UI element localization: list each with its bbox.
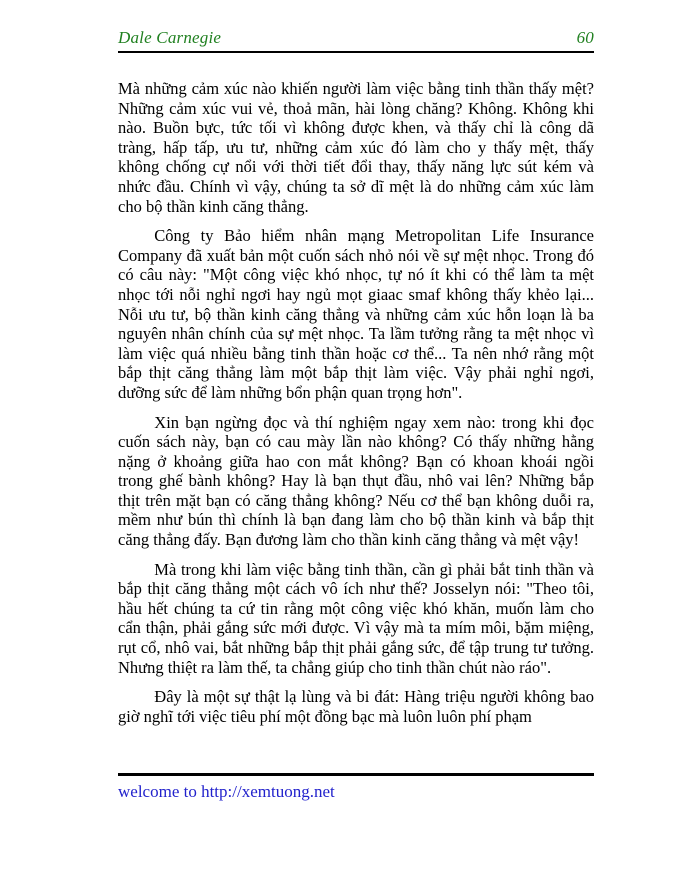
footer-link[interactable]: welcome to http://xemtuong.net	[118, 782, 335, 801]
paragraph-1: Mà những cảm xúc nào khiến người làm việc bằng tinh thần thấy mệt? Những cảm xúc vui vẻ, thoả mãn, hài lòng chăng? Không. Không khi nào. Buồn bực, tức tối vì không được khen, và thấy chỉ là công dã tràng, hấp tấp, ưu tư, những cảm xúc đó làm cho y thấy mệt, thấy không chống cự nổi với thời tiết đổi thay, thấy năng lực sút kém và nhức đầu. Chính vì vậy, chúng ta sở dĩ mệt là do những cảm xúc làm cho bộ thần kinh căng thẳng.	[118, 79, 594, 216]
page-footer	[118, 773, 594, 802]
header-author: Dale Carnegie	[118, 28, 222, 47]
paragraph-2: Công ty Bảo hiểm nhân mạng Metropolitan Life Insurance Company đã xuất bản một cuốn sách nhỏ nói về sự mệt nhọc. Trong đó có câu này: "Một công việc khó nhọc, tự nó ít khi có thể làm ta mệt nhọc tới nỗi nghỉ ngơi hay ngủ mọt giaac smaf không thấy khẻo lại... Nỗi ưu tư, bộ thần kinh căng thẳng và những cảm xúc hỗn loạn là ba nguyên nhân chính của sự mệt nhọc. Ta lầm tưởng rằng ta mệt nhọc vì làm việc quá nhiều bằng tinh thần hoặc cơ thể... Ta nên nhớ rằng một bắp thịt căng thẳng làm một bắp thịt làm việc. Vậy phải nghỉ ngơi, dưỡng sức để làm những bổn phận quan trọng hơn".	[118, 226, 594, 402]
page-number: 60	[576, 28, 594, 47]
paragraph-3: Xin bạn ngừng đọc và thí nghiệm ngay xem nào: trong khi đọc cuốn sách này, bạn có cau mày lần nào không? Có thấy những hằng nặng ở khoảng giữa hao con mắt không? Bạn có khoan khoái ngồi trong ghế bành không? Hay là bạn thụt đầu, nhô vai lên? Những bắp thịt trên mặt bạn có căng thẳng không? Nếu cơ thể bạn không duỗi ra, mềm như bún thì chính là bạn đang làm cho bộ thần kinh và bắp thịt căng thẳng đấy. Bạn đương làm cho thần kinh căng thẳng và mệt vậy!	[118, 412, 594, 550]
body-text	[118, 79, 594, 736]
paragraph-5: Đây là một sự thật lạ lùng và bi đát: Hàng triệu người không bao giờ nghĩ tới việc tiêu phí một đồng bạc mà luôn luôn phí phạm	[118, 687, 594, 726]
paragraph-4: Mà trong khi làm việc bằng tinh thần, cần gì phải bắt tinh thần và bắp thịt căng thẳng một cách vô ích như thế? Josselyn nói: "Theo tôi, hầu hết chúng ta cứ tin rằng một công việc khó khăn, muốn làm cho cẩn thận, phải gắng sức mới được. Vì vậy mà ta mím môi, bặm miệng, rụt cổ, nhô vai, bắt những bắp thịt phải gắng sức, để tập trung tư tưởng. Nhưng thiệt ra làm thế, ta chẳng giúp cho tinh thần chút nào ráo".	[118, 559, 594, 677]
page-header	[118, 28, 594, 53]
